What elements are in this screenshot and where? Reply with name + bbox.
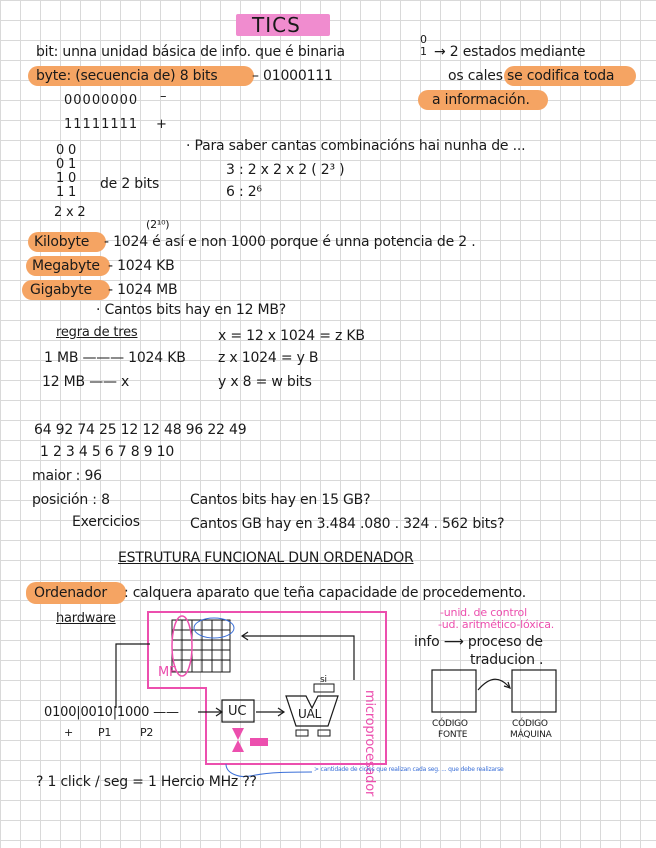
exponent-note: (2¹⁰) (146, 218, 170, 231)
input-plus: + (64, 726, 74, 739)
rule-12mb: 12 MB —— x (42, 374, 130, 390)
equation-2: z x 1024 = y B (218, 350, 319, 366)
bit-digit-0: 0 (420, 33, 427, 46)
input-p2: P2 (140, 726, 154, 739)
exercise-2: Cantos GB hay en 3.484 .080 . 324 . 562 bits? (190, 516, 505, 532)
ones-byte: 11111111 (64, 117, 139, 132)
codigo-maquina-1: CÓDIGO (512, 719, 548, 729)
comb-6: 6 : 2⁶ (226, 184, 262, 200)
binary-input: 0100|0010|1000 —— (44, 705, 179, 720)
ud-aritmetica: -ud. aritmético-lóxica. (438, 618, 555, 631)
regra-de-tres: regra de tres (56, 325, 138, 340)
de-2-bits: de 2 bits (100, 176, 160, 192)
byte-label: byte: (secuencia de) 8 bits (36, 68, 218, 84)
bit-digit-1: 1 (420, 45, 427, 58)
input-p1: P1 (98, 726, 112, 739)
minus-sign: – (160, 89, 167, 104)
cantos-bits-question: · Cantos bits hay en 12 MB? (96, 302, 287, 318)
codifica-line: os cales se codifica toda (448, 68, 615, 84)
combinacions-text: · Para saber cantas combinacións hai nunha de ... (186, 138, 526, 154)
plus-sign: + (156, 117, 167, 132)
hardware-label: hardware (56, 611, 116, 626)
microprocessor-label: microprocesador (362, 690, 377, 797)
gigabyte-label: Gigabyte (30, 282, 92, 298)
bit-states: → 2 estados mediante (434, 44, 586, 60)
mf-label: MF (158, 665, 177, 680)
si-label: si (320, 675, 327, 685)
ual-label: UAL (298, 707, 322, 721)
numbers-row: 64 92 74 25 12 12 48 96 22 49 (34, 422, 247, 438)
matrix-row-3: 1 0 (56, 171, 77, 186)
gigabyte-rest: - 1024 MB (108, 282, 178, 298)
ordenador-definition: : calquera aparato que teña capacidade de procedemento. (124, 585, 526, 601)
bit-definition: bit: unna unidad básica de info. que é binaria (36, 44, 345, 60)
kilobyte-rest: - 1024 é así e non 1000 porque é unna potencia de 2 . (104, 234, 476, 250)
posicion-value: posición : 8 (32, 492, 110, 508)
two-by-two: 2 x 2 (54, 205, 86, 220)
comb-3: 3 : 2 x 2 x 2 ( 2³ ) (226, 162, 345, 178)
exercicios-label: Exercicios (72, 514, 140, 530)
unid-control: -unid. de control (440, 606, 527, 619)
matrix-row-4: 1 1 (56, 185, 77, 200)
rule-1mb: 1 MB ——— 1024 KB (44, 350, 186, 366)
info-proceso: info ⟶ proceso de (414, 634, 543, 650)
uc-box-label: UC (228, 704, 247, 719)
kilobyte-label: Kilobyte (34, 234, 90, 250)
traducion: traducion . (470, 652, 544, 668)
codigo-maquina-2: MÁQUINA (510, 730, 552, 740)
megabyte-rest: - 1024 KB (108, 258, 175, 274)
exercise-1: Cantos bits hay en 15 GB? (190, 492, 371, 508)
megabyte-label: Megabyte (32, 258, 100, 274)
codigo-fonte-2: FONTE (438, 730, 468, 740)
blue-note: > cantidade de ciclos que realizan cada seg. ... que debe realizarse (314, 766, 504, 773)
byte-example: – 01000111 (252, 68, 333, 84)
click-line: ? 1 click / seg = 1 Hercio MHz ?? (36, 774, 257, 790)
equation-3: y x 8 = w bits (218, 374, 312, 390)
ordenador-label: Ordenador (34, 585, 107, 601)
section-title: ESTRUTURA FUNCIONAL DUN ORDENADOR (118, 550, 414, 566)
zeros-byte: 00000000 (64, 93, 139, 108)
equation-1: x = 12 x 1024 = z KB (218, 328, 365, 344)
page-title: TICS (252, 13, 301, 37)
codigo-fonte-1: CÓDIGO (432, 719, 468, 729)
matrix-row-2: 0 1 (56, 157, 77, 172)
matrix-row-1: 0 0 (56, 143, 77, 158)
index-row: 1 2 3 4 5 6 7 8 9 10 (40, 444, 175, 460)
maior-value: maior : 96 (32, 468, 102, 484)
informacion-text: a información. (432, 92, 530, 108)
